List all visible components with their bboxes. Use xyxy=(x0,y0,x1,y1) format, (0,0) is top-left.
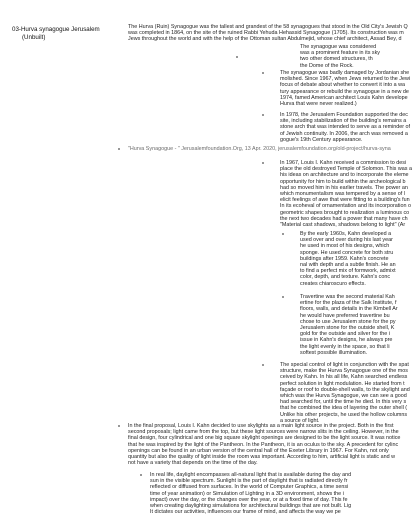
skylight-paragraph: In the final proposal, Louis I. Kahn decided to use skylights as a main light source in the project. Both in the first second proposals; light came from the top, but these light sources were narrow slits in the ceiling. However, in the final design, four cylindrical and one big square skylight openings are designed to be the light source. It was notice that he was inspired by the light of the Pantheon. In the Pantheon, it is an oculus to the sky. A precedent for cylinc openings can be found in an urban version of the central hall of the Exeter Library in 1967. For Kahn, not only quantity but also the quality of light inside the room was important. According to him, artificial light is static and w not have a variety that depends on the time of the day. xyxy=(128,423,401,467)
bullet-5 xyxy=(262,162,264,164)
bullet-4 xyxy=(118,148,120,150)
page-title xyxy=(12,26,112,41)
bullet-3 xyxy=(262,114,264,116)
bullet-1 xyxy=(236,56,238,58)
title-line-1: 03-Hurva synagogue Jerusalem xyxy=(12,26,100,33)
travertine-paragraph: Travertine was the second material Kah ertine for the plaza of the Salk Institute, f floors, walls, and details in the Kimbell Ar he would have preferred travertine bu chose to use Jerusalem stone for the py Jerusalem stone for the outside shell, K gold for the outside and silver for the i issue in Kahn's designs, he always pre the light evenly in the space, so that li softest possible illumination. xyxy=(300,294,398,356)
bullet-2 xyxy=(262,72,264,74)
title-line-2: (Unbuilt) xyxy=(22,33,46,41)
citation-line: "Hurva Synagogue - " Jerusalemfoundation.Org, 13 Apr. 2020, jerusalemfoundation.org/old-project/hurva-syna xyxy=(128,146,391,152)
bullet-6 xyxy=(282,233,284,235)
daylight-paragraph: In real life, daylight encompasses all-natural light that is available during the day and sun in the visible spectrum. Sunlight is the part of daylight that is radiated directly fr reflected or diffused from surfaces. In the world of Computer Graphics, a time sensi time of year animation) or Simulation of Lighting in a 3D environment, shows the i impact) over the day, or the changes over the year, or at a fixed time of day. This fe when creating daylighting simulations for architectural buildings that are not built. Lig It dictates our activities, influences our frame of mind, and affects the way we pe xyxy=(150,472,352,516)
bullet-8 xyxy=(262,364,264,366)
foundation-arch-paragraph: In 1978, the Jerusalem Foundation supported the dec site, including stabilization of the building's remains a stone arch that was intended to serve as a reminder of of Jewish continuity. In 2006, the arch was removed a gogue's 19th Century appearance. xyxy=(280,112,411,143)
concrete-paragraph: By the early 1960s, Kahn developed a used over and over during his last year he used in most of his designs, which sponge. He used concrete for both stru buildings after 1959. Kahn's concrete nal with depth and a subtle finish. He an to find a perfect mix of formwork, admixt color, depth, and texture. Kahn's conc creates chiaroscuro effects. xyxy=(300,231,396,287)
kahn-commission-paragraph: In 1967, Louis I. Kahn received a commission to desi place the old destroyed Temple of Solomon. This was a his ideas on architecture and to incorporate the eleme opportunity for him to build within the archeological b had so moved him in his earlier travels. The power an which monumentalism was tempered by a sense of l elicit feelings of awe that were fitting to a building's fun In its ecoheval of ornamentation and its incorporation o geometric shapes brought to realization a luminous co the next two decades had a power that many have ch "Material cast shadows, shadows belong to light" (Ar xyxy=(280,160,412,229)
bullet-10 xyxy=(140,474,142,476)
light-control-paragraph: The special control of light in conjunction with the spat structure, make the Hurva Synagogue one of the mos ceived by Kahn. In his all life, Kahn searched endless perfect solution in light modulation. He started from t façade or roof to double-shell walls, to the skylight and which was the Hurva Synagogue, we can see a good had searched for, until the time he died. In this very s that he combined the idea of layering the outer shell ( Unlike his other projects, he used the hollow columns a source of light. xyxy=(280,362,410,424)
jordanian-damage-paragraph: The synagogue was badly damaged by Jordanian she molished. Since 1967, when Jews returned to the Jewi focus of debate about whether to convert it into a wa tury appearance or rebuild the synagogue in a new de 1974, famed American architect Louis Kahn develope Hurva that were never realized.) xyxy=(280,70,411,108)
intro-paragraph: The Hurva (Ruin) Synagogue was the tallest and grandest of the 58 synagogues that stood in the Old City's Jewish Q was completed in 1864, on the site of the ruined Rabbi Yehuda Hehassid Synagogue (1705). Its construction was m Jews throughout the world and with the help of the Ottoman sultan Abdulmejid, whose chief architect, Assad Bey, d xyxy=(128,24,408,43)
skyline-paragraph: The synagogue was considered was a prominent feature in its sky two other domed structures, th the Dome of the Rock. xyxy=(300,44,380,69)
bullet-7 xyxy=(282,296,284,298)
bullet-9 xyxy=(118,425,120,427)
